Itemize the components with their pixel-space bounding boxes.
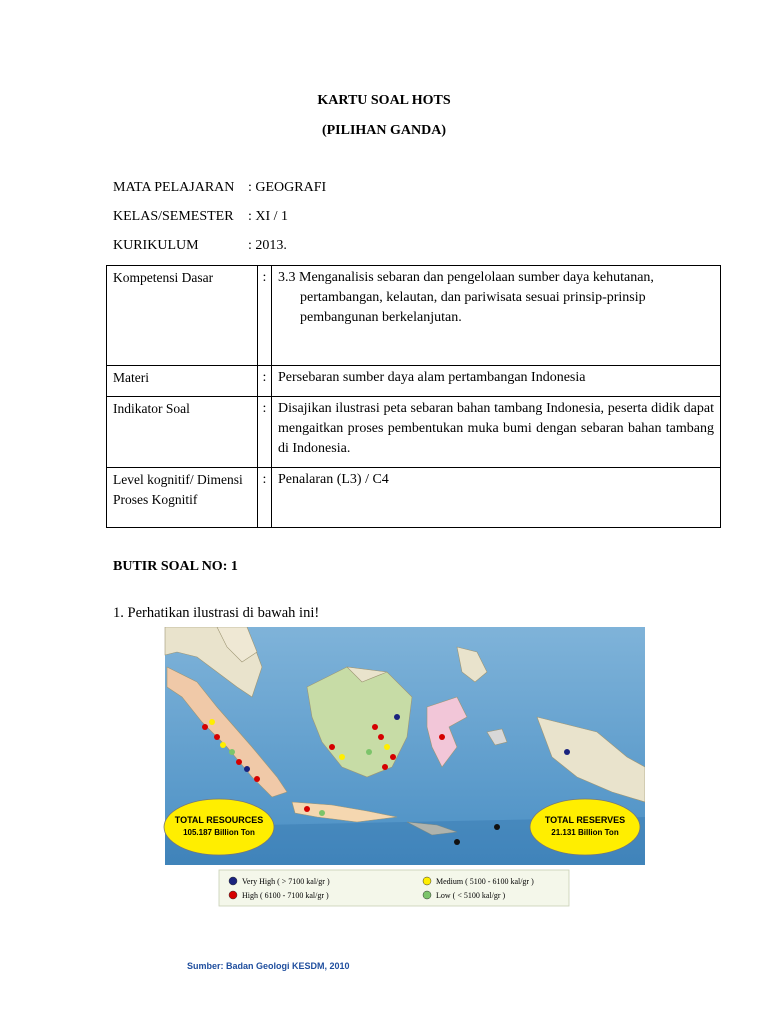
legend-dot-high [229,891,237,899]
row-label: Level kognitif/ Dimensi Proses Kognitif [107,468,258,528]
legend-box [219,870,569,906]
meta-value: : XI / 1 [248,209,289,224]
table-row [107,266,721,366]
row-value: Disajikan ilustrasi peta sebaran bahan tambang Indonesia, peserta didik dapat mengaitkan proses pembentukan muka bumi dengan sebaran bahan tambang di Indonesia. [272,397,721,468]
meta-label: MATA PELAJARAN [113,180,235,195]
row-label: Kompetensi Dasar [107,266,258,366]
card-subtitle: (PILIHAN GANDA) [321,123,447,138]
row-value: Penalaran (L3) / C4 [272,468,721,528]
row-colon: : [258,397,272,468]
table-row [107,397,721,468]
competency-table [106,265,721,528]
legend-dot-low [423,891,431,899]
resources-title: TOTAL RESOURCES [174,815,264,825]
coal-map-figure [157,627,645,973]
resources-value: 105.187 Billion Ton [183,828,255,837]
meta-curriculum [113,238,287,254]
reserves-value: 21.131 Billion Ton [551,828,619,837]
meta-subject [113,180,326,196]
question-heading: BUTIR SOAL NO: 1 [113,559,238,574]
reserves-badge [530,799,640,855]
row-value: Persebaran sumber daya alam pertambangan Indonesia [272,366,721,397]
card-title: KARTU SOAL HOTS [317,93,451,108]
map-source: Sumber: Badan Geologi KESDM, 2010 [187,961,350,971]
question-text: 1. Perhatikan ilustrasi di bawah ini! [113,605,320,621]
table-row [107,366,721,397]
legend-label: Low ( < 5100 kal/gr ) [436,891,506,900]
meta-class [113,209,288,225]
coal-map [157,627,645,973]
resources-badge [164,799,274,855]
legend-dot-medium [423,877,431,885]
table-row [107,468,721,528]
row-colon: : [258,266,272,366]
row-label: Materi [107,366,258,397]
legend-label: Very High ( > 7100 kal/gr ) [242,877,330,886]
meta-label: KELAS/SEMESTER [113,209,234,224]
meta-value: : 2013. [248,238,287,253]
competency-text: 3.3 Menganalisis sebaran dan pengelolaan sumber daya kehutanan, pertambangan, kelautan, dan pariwisata sesuai prinsip-prinsip pembangunan berkelanjutan. [278,270,654,325]
row-colon: : [258,366,272,397]
legend-label: High ( 6100 - 7100 kal/gr ) [242,891,329,900]
meta-value: : GEOGRAFI [248,180,327,195]
meta-label: KURIKULUM [113,238,199,253]
legend-dot-very-high [229,877,237,885]
row-value [272,266,721,366]
reserves-title: TOTAL RESERVES [544,815,626,825]
row-colon: : [258,468,272,528]
row-label: Indikator Soal [107,397,258,468]
legend-label: Medium ( 5100 - 6100 kal/gr ) [436,877,534,886]
